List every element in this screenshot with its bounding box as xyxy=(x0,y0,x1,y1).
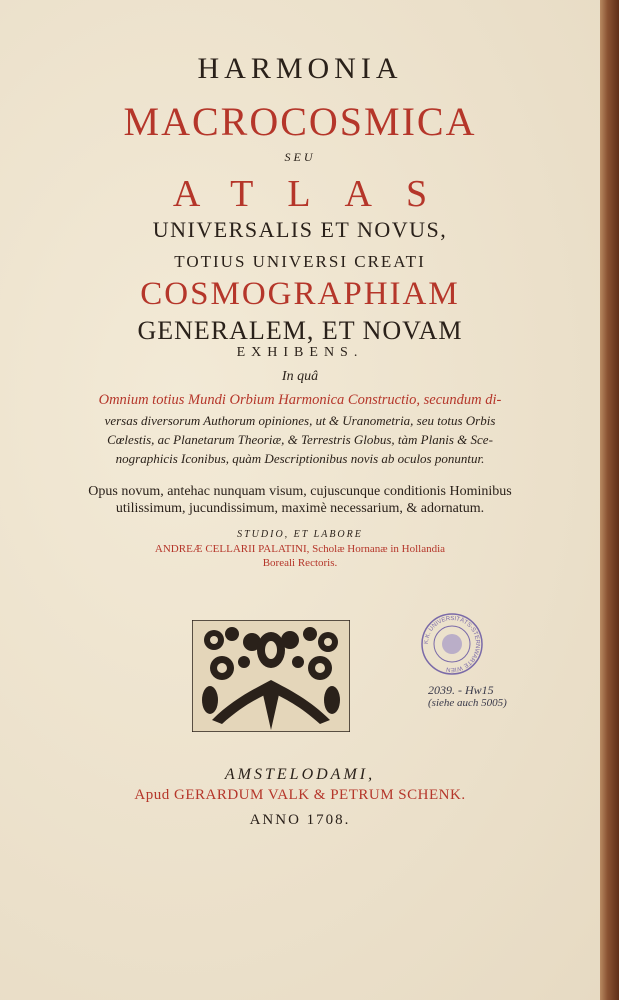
generalem-line: GENERALEM, ET NOVAM xyxy=(137,316,463,345)
title-harmonia: HARMONIA xyxy=(197,52,403,85)
printers-ornament-icon xyxy=(192,620,350,732)
imprint-publisher: Apud GERARDUM VALK & PETRUM SCHENK. xyxy=(134,787,466,803)
author-line-2: Boreali Rectoris. xyxy=(262,557,338,569)
title-macrocosmica: MACROCOSMICA xyxy=(123,99,477,144)
cosmographiam-heading: COSMOGRAPHIAM xyxy=(140,276,460,312)
in-qua-text: In quâ xyxy=(281,369,319,384)
description-line-1: Omnium totius Mundi Orbium Harmonica Constructio, secundum di- xyxy=(98,392,502,408)
exhibens-line: EXHIBENS. xyxy=(236,345,364,360)
imprint-year: ANNO 1708. xyxy=(249,812,351,828)
opus-line-2: utilissimum, jucundissimum, maximè necessarium, & adornatum. xyxy=(115,501,485,516)
atlas-heading: ATLAS xyxy=(172,173,462,215)
description-line-4: nographicis Iconibus, quàm Descriptionibus novis ab oculos ponuntur. xyxy=(115,451,485,466)
universalis-line: UNIVERSALIS ET NOVUS, xyxy=(152,217,448,242)
library-stamp-icon xyxy=(420,612,484,676)
imprint-place: AMSTELODAMI, xyxy=(224,766,376,783)
handwritten-shelfmark: 2039. - Hw15 xyxy=(428,683,494,697)
author-line-1: ANDREÆ CELLARII PALATINI, Scholæ Hornanæ in Hollandia xyxy=(154,543,446,555)
description-line-2: versas diversorum Authorum opiniones, ut & Uranometria, seu totus Orbis xyxy=(104,413,496,428)
handwritten-note: (siehe auch 5005) xyxy=(428,697,507,709)
description-line-3: Cœlestis, ac Planetarum Theoriæ, & Terrestris Globus, tàm Planis & Sce- xyxy=(107,432,493,447)
totius-line: TOTIUS UNIVERSI CREATI xyxy=(174,252,426,271)
stamp-text: K.K. UNIVERSITÄTS-STERNWARTE WIEN xyxy=(423,615,481,673)
opus-line-1: Opus novum, antehac nunquam visum, cujuscunque conditionis Hominibus xyxy=(88,484,512,499)
book-binding-edge xyxy=(600,0,619,1000)
studio-line: STUDIO, ET LABORE xyxy=(237,529,363,540)
seu-text: SEU xyxy=(284,150,316,164)
